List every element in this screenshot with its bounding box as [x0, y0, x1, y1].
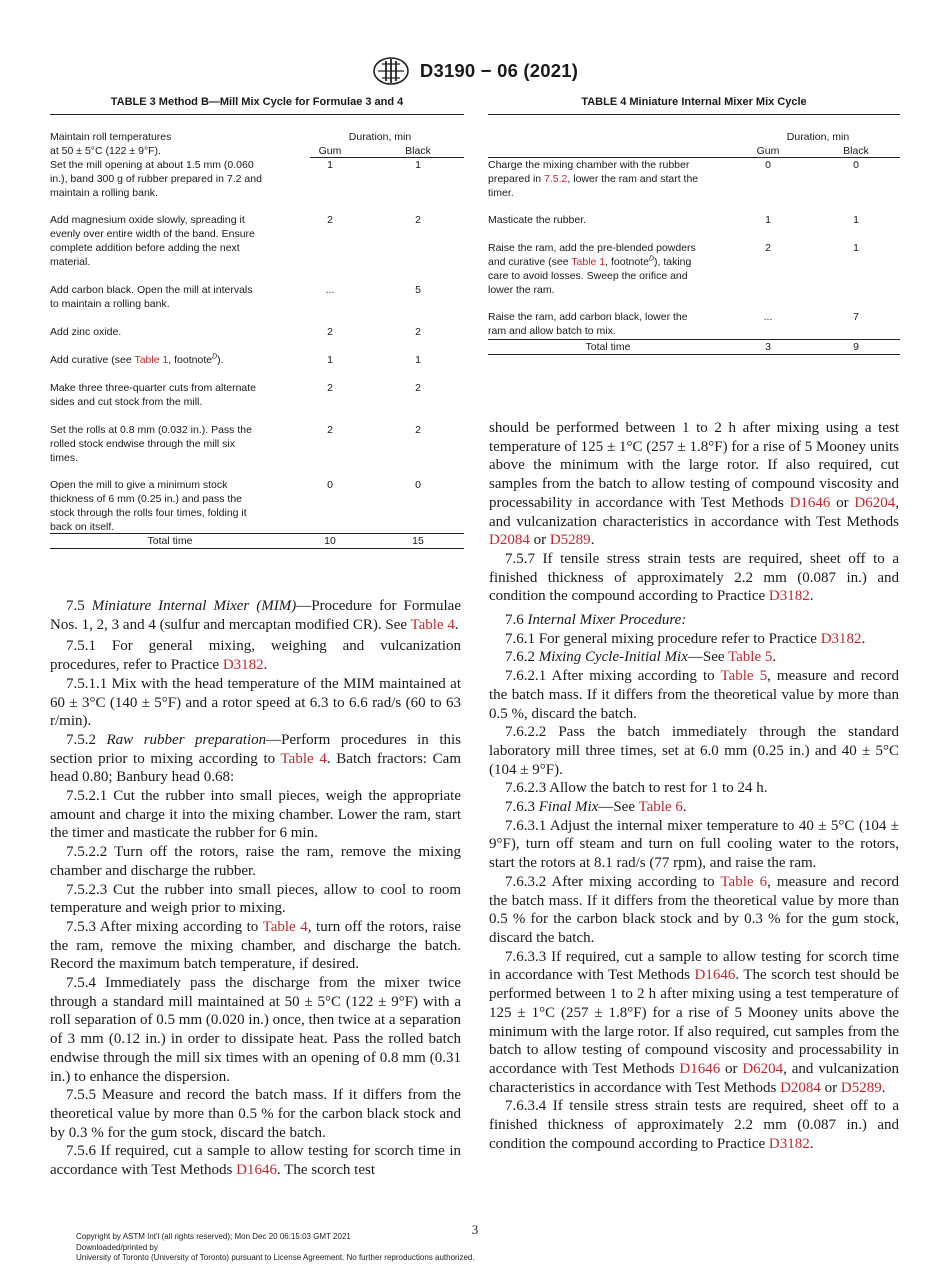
table3-black-value: 2 — [415, 382, 421, 394]
section-7-6-3-4: 7.6.3.4 If tensile stress strain tests are required, sheet off to a finished thickness of approximately 2.2 mm (0.087 in.) and condition the compound according to Practice D3182. — [489, 1098, 899, 1152]
section-7-5-2-2: 7.5.2.2 Turn off the rotors, raise the ram, remove the mixing chamber and discharge the rubber. — [50, 844, 461, 879]
table3-col-gum: Gum — [318, 145, 342, 157]
table4-duration-header: Duration, min — [786, 131, 850, 143]
section-7-5-6-continued: should be performed between 1 to 2 h after mixing using a test temperature of 125 ± 1°C (257 ± 1.8°F) for a rise of 5 Mooney units above the minimum with the large rotor. If also required, cut samples from the batch to allow testing of compound viscosity and processability in accordance with Test Methods D1646 or D6204, and vulcanization characteristics in accordance with Test Methods D2084 or D5289. — [489, 420, 899, 549]
section-7-5-1: 7.5.1 For general mixing, weighing and vulcanization procedures, refer to Practice D3182. — [50, 638, 461, 674]
table3-gum-value: 1 — [327, 159, 333, 171]
table3-link-table1[interactable]: Table 1 — [134, 354, 169, 366]
link-d3182[interactable]: D3182 — [222, 657, 264, 674]
link-d1646[interactable]: D1646 — [679, 1060, 721, 1077]
link-table6[interactable]: Table 6 — [720, 873, 768, 890]
table4-link-table1[interactable]: Table 1 — [571, 256, 606, 268]
section-7-5-6: 7.5.6 If required, cut a sample to allow testing for scorch time in accordance with Test Methods D1646. The scorch test — [50, 1143, 461, 1179]
section-7-5: 7.5 Miniature Internal Mixer (MIM)—Procedure for Formulae Nos. 1, 2, 3 and 4 (sulfur and mercaptan modified CR). See Table 4. — [50, 598, 461, 633]
table4-link-752[interactable]: 7.5.2 — [544, 173, 568, 185]
table3 — [50, 114, 464, 550]
link-d6204[interactable]: D6204 — [854, 494, 896, 511]
left-column-text — [50, 597, 461, 1180]
section-7-5-4: 7.5.4 Immediately pass the discharge from the mixer twice through a standard mill maintained at 50 ± 5°C (122 ± 9°F) with a roll separation of 0.5 mm (0.020 in.) once, then twice at a separation of 3 mm (0.12 in.) in order to dissipate heat. Pass the rolled batch endwise through the mill six times with an opening of 0.8 mm (0.31 in.) to enhance the dispersion. — [50, 975, 461, 1085]
section-7-5-7: 7.5.7 If tensile stress strain tests are required, sheet off to a finished thickness of approximately 2.2 mm (0.087 in.) and condition the compound according to Practice D3182. — [489, 550, 899, 605]
table3-black-value: 5 — [415, 284, 421, 296]
link-d6204[interactable]: D6204 — [742, 1060, 784, 1077]
link-table5[interactable]: Table 5 — [728, 649, 773, 666]
right-column-text — [489, 419, 899, 1153]
table3-header-desc: Maintain roll temperatures at 50 ± 5°C (122 ± 9°F). — [50, 131, 172, 157]
table3-row-description: Set the rolls at 0.8 mm (0.032 in.). Pass the rolled stock endwise through the mill six times. — [50, 424, 252, 464]
table4-title: TABLE 4 Miniature Internal Mixer Mix Cycle — [581, 96, 807, 108]
link-d5289[interactable]: D5289 — [840, 1079, 882, 1096]
section-7-5-1-1: 7.5.1.1 Mix with the head temperature of the MIM maintained at 60 ± 3°C (140 ± 5°F) and a rotor speed at 6.3 to 6.6 rad/s (60 to 63 r/min). — [50, 675, 461, 730]
copyright-footer: Copyright by ASTM Int'l (all rights reserved); Mon Dec 20 06:15:03 GMT 2021 Downloaded/printed by University of Toronto (University of Toronto) pursuant to License Agreement. No further reproductions authorized. — [76, 1232, 475, 1262]
section-7-6: 7.6 Internal Mixer Procedure: — [505, 612, 687, 629]
table3-gum-value: 2 — [327, 424, 333, 436]
link-d1646[interactable]: D1646 — [694, 967, 736, 984]
table3-col-black: Black — [405, 145, 431, 157]
section-7-6-3-2: 7.6.3.2 After mixing according to Table 6, measure and record the batch mass. If it differs from the theoretical value by more than 0.5 % for the carbon black stock and by 0.3 % for the gum stock, discard the batch. — [489, 873, 899, 946]
section-7-6-1: 7.6.1 For general mixing procedure refer to Practice D3182. — [505, 630, 866, 647]
section-7-6-2: 7.6.2 Mixing Cycle-Initial Mix—See Table 5. — [505, 649, 777, 666]
table3-row-description: Add curative (see Table 1, footnote$^D$). — [50, 353, 224, 366]
link-d3182[interactable]: D3182 — [768, 1135, 810, 1152]
table3-black-value: 1 — [415, 159, 421, 171]
section-7-6-2-2: 7.6.2.2 Pass the batch immediately through the standard laboratory mill three times, set at 6.0 mm (0.25 in.) and 40 ± 5°C (104 ± 9°F). — [489, 724, 899, 778]
table3-gum-value: 1 — [327, 354, 333, 366]
table4-col-gum: Gum — [756, 145, 780, 157]
section-7-6-2-1: 7.6.2.1 After mixing according to Table 5, measure and record the batch mass. If it differs from the theoretical value by more than 0.5 %, discard the batch. — [489, 668, 899, 722]
table3-title: TABLE 3 Method B—Mill Mix Cycle for Formulae 3 and 4 — [110, 96, 404, 108]
table3-gum-value: 2 — [327, 382, 333, 394]
table3-row-description: Add zinc oxide. — [50, 326, 122, 338]
table4-total-row: Total time 3 9 — [488, 339, 900, 355]
document-header — [0, 56, 950, 86]
section-7-6-3-3: 7.6.3.3 If required, cut a sample to allow testing for scorch time in accordance with Test Methods D1646. The scorch test should be performed between 1 to 2 h after mixing using a test temperature of 125 ± 1°C (257 ± 1.8°F) for a rise of 5 Mooney units above the minimum with the large rotor. If also required, cut samples from the batch to allow testing of compound viscosity and processability in accordance with Test Methods D1646 or D6204, and vulcanization characteristics in accordance with Test Methods D2084 or D5289. — [489, 948, 899, 1096]
document-designation: D3190 − 06 (2021) — [419, 60, 579, 81]
link-d1646[interactable]: D1646 — [236, 1162, 277, 1179]
link-table5[interactable]: Table 5 — [720, 668, 768, 685]
table3-gum-value: 2 — [327, 326, 333, 338]
page-number: 3 — [471, 1222, 479, 1237]
section-7-5-5: 7.5.5 Measure and record the batch mass. If it differs from the theoretical value by more than 0.5 % for the carbon black stock and by 0.3 % for the gum stock, discard the batch. — [50, 1087, 461, 1141]
section-7-5-3: 7.5.3 After mixing according to Table 4, turn off the rotors, raise the ram, remove the mixing chamber, and discharge the batch. Record the maximum batch temperature, if desired. — [50, 918, 461, 973]
link-table4[interactable]: Table 4 — [280, 750, 327, 767]
section-7-6-2-3: 7.6.2.3 Allow the batch to rest for 1 to 24 h. — [505, 780, 768, 797]
link-table6[interactable]: Table 6 — [638, 799, 683, 816]
link-d3182[interactable]: D3182 — [768, 588, 810, 605]
table3-gum-value: 2 — [327, 214, 333, 226]
link-d5289[interactable]: D5289 — [549, 532, 591, 549]
table3-gum-value: ... — [325, 284, 335, 296]
table4-col-black: Black — [843, 145, 869, 157]
section-7-5-2-1: 7.5.2.1 Cut the rubber into small pieces, weigh the appropriate amount and charge it into the mixing chamber. Lower the ram, start the timer and masticate the rubber for 6 min. — [50, 788, 461, 842]
table3-duration-header: Duration, min — [348, 131, 412, 143]
section-7-5-2: 7.5.2 Raw rubber preparation—Perform procedures in this section prior to mixing according to Table 4. Batch fractors: Cam head 0.80; Banbury head 0.68: — [50, 731, 461, 786]
table3-row-description: Add carbon black. Open the mill at intervals to maintain a rolling bank. — [50, 284, 253, 310]
link-table4[interactable]: Table 4 — [410, 616, 455, 633]
table3-black-value: 1 — [415, 354, 421, 366]
table3-row-description: Open the mill to give a minimum stock thickness of 6 mm (0.25 in.) and pass the stock through the rolls four times, folding it back on itself. — [50, 479, 247, 533]
table3-row-description: Set the mill opening at about 1.5 mm (0.060 in.), band 300 g of rubber prepared in 7.2 and maintain a rolling bank. — [50, 159, 262, 199]
table3-row-description: Make three three-quarter cuts from alternate sides and cut stock from the mill. — [50, 382, 257, 408]
table3-row-description: Add magnesium oxide slowly, spreading it evenly over entire width of the band. Ensure complete addition before adding the next material. — [50, 214, 255, 268]
table3-total-row: Total time 10 15 — [50, 533, 464, 549]
table3-gum-value: 0 — [327, 479, 333, 491]
table3-black-value: 2 — [415, 214, 421, 226]
section-7-6-3-1: 7.6.3.1 Adjust the internal mixer temperature to 40 ± 5°C (104 ± 9°F), turn off steam and turn on full cooling water to the rotors, start the rotors at 8.1 rad/s (77 rpm), and raise the ram. — [489, 817, 899, 872]
section-7-5-2-3: 7.5.2.3 Cut the rubber into small pieces, allow to cool to room temperature and weigh prior to mixing. — [50, 881, 461, 917]
astm-logo-icon — [372, 56, 410, 86]
link-d2084[interactable]: D2084 — [489, 532, 530, 549]
link-d1646[interactable]: D1646 — [789, 494, 831, 511]
table3-black-value: 2 — [415, 326, 421, 338]
section-7-6-3: 7.6.3 Final Mix—See Table 6. — [505, 799, 687, 816]
link-d2084[interactable]: D2084 — [780, 1079, 821, 1096]
table3-black-value: 2 — [415, 424, 421, 436]
link-table4[interactable]: Table 4 — [262, 918, 308, 935]
table3-black-value: 0 — [415, 479, 421, 491]
link-d3182[interactable]: D3182 — [820, 630, 862, 647]
table4: Duration, min Gum Black Charge the mixing chamber with the rubber prepared in 7.5.2, lower the ram and start the timer. 0 0 Masticate the rubber. 1 1 Raise the ram, add the pre-blended powders and curative (see Table 1, footnote$^D$), taking care to avoid losses. Sweep the orifice and lower the ram. 2 1 Raise the ram, add carbon black, lower the ram and allow batch to mix. ... 7 Total time 3 9 — [488, 114, 900, 358]
